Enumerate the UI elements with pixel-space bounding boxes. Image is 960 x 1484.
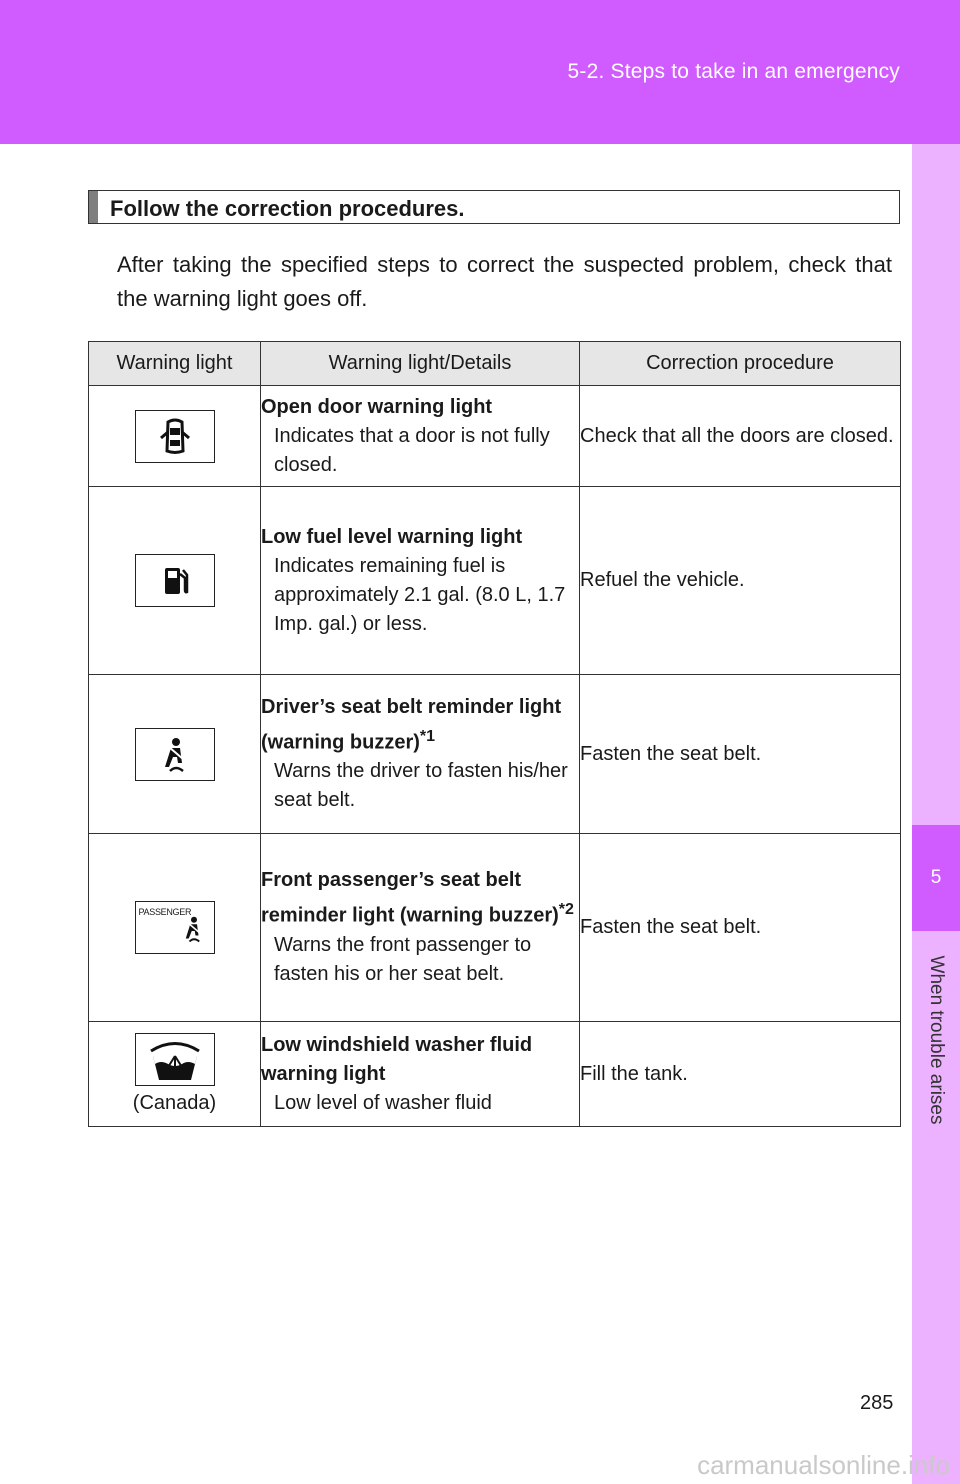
warning-light-description: Warns the driver to fasten his/her seat belt. xyxy=(274,760,568,812)
side-tab-number: 5 xyxy=(912,825,960,931)
chapter-title: 5-2. Steps to take in an emergency xyxy=(567,60,900,83)
detail-cell xyxy=(261,487,580,675)
column-header-procedure: Correction procedure xyxy=(580,342,901,386)
warning-light-table xyxy=(88,341,901,1127)
warning-light-description: Indicates that a door is not fully closed. xyxy=(274,424,550,476)
warning-light-description: Warns the front passenger to fasten his or her seat belt. xyxy=(274,933,532,985)
icon-cell xyxy=(89,386,261,487)
passenger-label: PASSENGER xyxy=(138,907,192,917)
washer-fluid-icon xyxy=(135,1033,215,1086)
icon-cell xyxy=(89,1022,261,1127)
table-row xyxy=(89,834,901,1022)
warning-light-name-text: Front passenger’s seat belt reminder light (warning buzzer) xyxy=(261,869,559,927)
passenger-seat-belt-icon xyxy=(135,901,215,954)
open-door-icon xyxy=(135,410,215,463)
side-tab-label: When trouble arises xyxy=(926,955,947,1125)
correction-procedure: Check that all the doors are closed. xyxy=(580,386,901,487)
page-header xyxy=(0,0,960,144)
warning-light-description: Low level of washer fluid xyxy=(274,1091,492,1114)
footnote-marker: *2 xyxy=(558,901,574,919)
seat-belt-icon xyxy=(135,728,215,781)
table-row xyxy=(89,487,901,675)
icon-cell xyxy=(89,834,261,1022)
region-caption: (Canada) xyxy=(132,1092,217,1114)
page-number: 285 xyxy=(860,1392,894,1414)
detail-cell xyxy=(261,1022,580,1127)
table-row xyxy=(89,675,901,834)
warning-light-name: Low fuel level warning light xyxy=(261,525,523,548)
column-header-warning-light: Warning light xyxy=(89,342,261,386)
side-tab xyxy=(912,144,960,1484)
table-header-row xyxy=(89,342,901,386)
heading-bar xyxy=(89,191,98,223)
correction-procedure: Fasten the seat belt. xyxy=(580,675,901,834)
warning-light-name: Low windshield washer fluid warning light xyxy=(261,1033,533,1085)
warning-light-description: Indicates remaining fuel is approximately 2.1 gal. (8.0 L, 1.7 Imp. gal.) or less. xyxy=(274,554,566,635)
icon-cell xyxy=(89,675,261,834)
correction-procedure: Fill the tank. xyxy=(580,1022,901,1127)
detail-cell xyxy=(261,675,580,834)
warning-light-name: Open door warning light xyxy=(261,395,493,418)
fuel-pump-icon xyxy=(135,554,215,607)
table-row xyxy=(89,386,901,487)
warning-light-name xyxy=(261,866,579,931)
section-heading xyxy=(88,190,900,224)
detail-cell xyxy=(261,386,580,487)
correction-procedure: Fasten the seat belt. xyxy=(580,834,901,1022)
warning-light-name-text: Driver’s seat belt reminder light (warning buzzer) xyxy=(261,695,562,754)
intro-paragraph: After taking the specified steps to correct the suspected problem, check that the warning light goes off. xyxy=(117,252,892,311)
table-row xyxy=(89,1022,901,1127)
column-header-details: Warning light/Details xyxy=(261,342,580,386)
warning-light-name xyxy=(261,693,579,758)
footnote-marker: *1 xyxy=(419,727,436,745)
section-heading-text: Follow the correction procedures. xyxy=(110,196,465,221)
icon-cell xyxy=(89,487,261,675)
detail-cell xyxy=(261,834,580,1022)
correction-procedure: Refuel the vehicle. xyxy=(580,487,901,675)
watermark: carmanualsonline.info xyxy=(697,1450,950,1480)
